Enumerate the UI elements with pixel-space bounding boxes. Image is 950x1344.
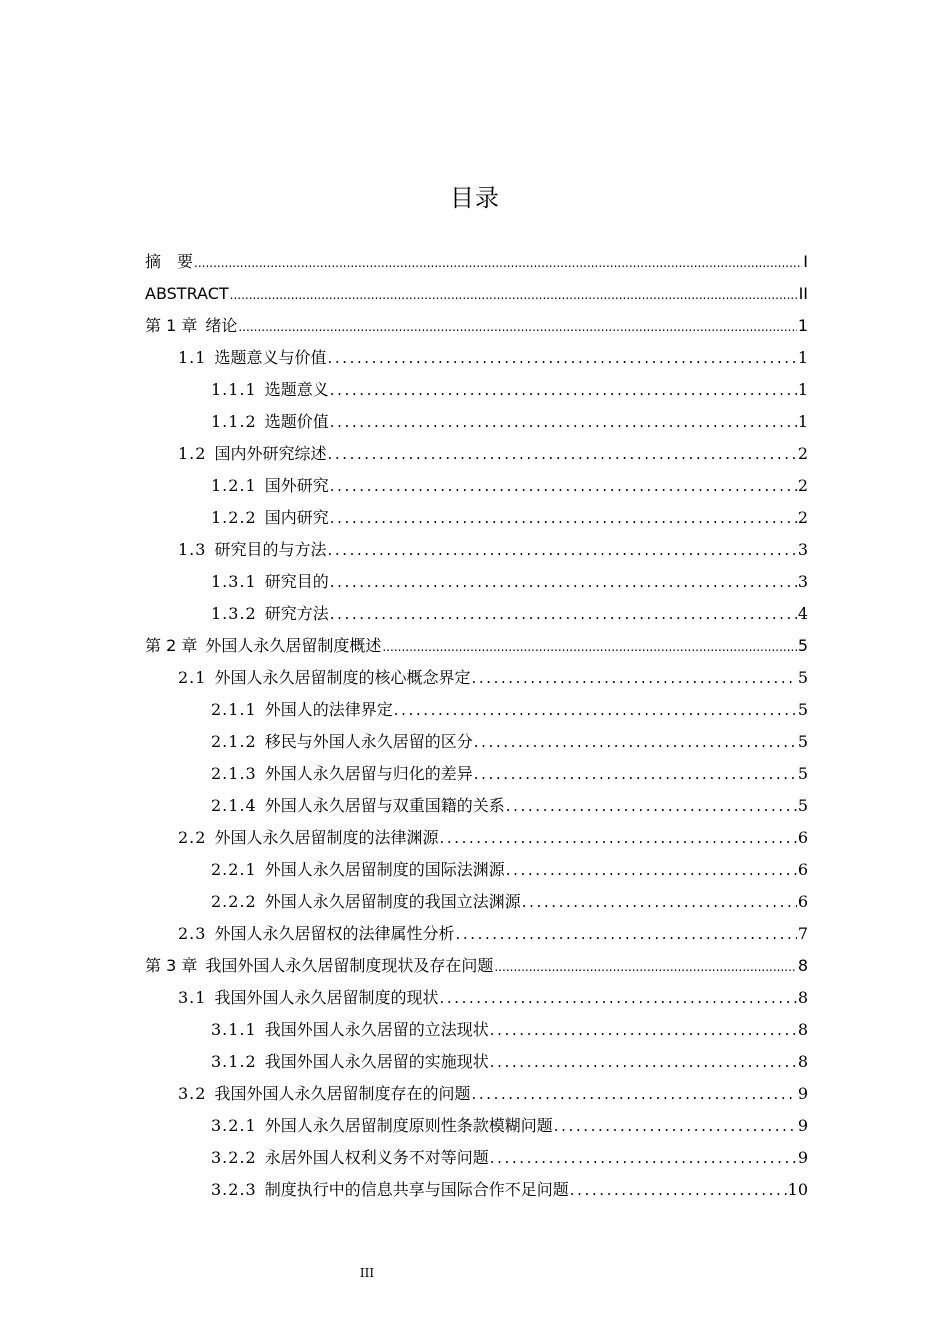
toc-entry-page: 5 (797, 668, 808, 687)
toc-entry-text: 我国外国人永久居留的立法现状 (264, 1020, 489, 1039)
toc-dot-leader (330, 408, 797, 436)
toc-entry-label (178, 824, 438, 852)
toc-entry-page: 6 (797, 828, 808, 847)
toc-dot-leader (382, 633, 796, 661)
toc-dot-leader (194, 249, 802, 277)
toc-entry-page: 10 (787, 1180, 808, 1199)
toc-entry-text: 研究目的与方法 (214, 540, 327, 559)
toc-dot-leader (474, 728, 797, 756)
toc-entry-label (211, 504, 329, 532)
toc-entry-label (211, 600, 329, 628)
toc-entry-level-2[interactable] (211, 728, 808, 756)
toc-dot-leader (439, 824, 796, 852)
toc-entry-page: 8 (797, 956, 808, 975)
toc-dot-leader (330, 376, 797, 404)
toc-entry-level-1[interactable] (178, 344, 808, 372)
toc-entry-number: 1.1.2 (211, 412, 257, 431)
toc-entry-level-1[interactable] (178, 536, 808, 564)
toc-entry-page: 1 (797, 412, 808, 431)
toc-entry-label (211, 792, 505, 820)
toc-entry-label (211, 376, 329, 404)
toc-entry-page: 5 (797, 636, 808, 655)
toc-entry-number: 第 2 章 (145, 636, 198, 655)
toc-entry-level-2[interactable] (211, 1048, 808, 1076)
toc-entry-page: 7 (797, 924, 808, 943)
toc-entry-label (211, 1112, 553, 1140)
toc-entry-page: 5 (797, 700, 808, 719)
toc-dot-leader (494, 953, 796, 981)
toc-entry-page: 5 (797, 732, 808, 751)
toc-entry-label (178, 1080, 470, 1108)
toc-entry-number: 1.3.1 (211, 572, 257, 591)
toc-entry-level-0[interactable] (145, 312, 808, 340)
toc-entry-number: 3.1 (178, 988, 207, 1007)
toc-entry-page: 1 (797, 316, 808, 335)
toc-dot-leader (554, 1112, 797, 1140)
toc-entry-page: 6 (797, 892, 808, 911)
toc-entry-text: 我国外国人永久居留制度现状及存在问题 (205, 956, 494, 975)
page-title: 目录 (450, 184, 500, 212)
toc-entry-page: 9 (797, 1148, 808, 1167)
toc-entry-text: 外国人的法律界定 (264, 700, 393, 719)
toc-entry-level-0[interactable] (145, 280, 808, 308)
toc-entry-page: 9 (797, 1116, 808, 1135)
toc-entry-label (145, 632, 381, 660)
toc-entry-number: 3.1.1 (211, 1020, 257, 1039)
toc-entry-page: 9 (797, 1084, 808, 1103)
toc-entry-level-1[interactable] (178, 920, 808, 948)
toc-entry-page: 2 (797, 508, 808, 527)
toc-entry-label (178, 440, 326, 468)
toc-entry-level-2[interactable] (211, 760, 808, 788)
toc-entry-page: 1 (797, 380, 808, 399)
toc-entry-number: 2.3 (178, 924, 207, 943)
toc-entry-text: 绪论 (205, 316, 238, 335)
toc-entry-level-2[interactable] (211, 1112, 808, 1140)
toc-entry-text: 永居外国人权利义务不对等问题 (264, 1148, 489, 1167)
toc-entry-label (211, 696, 393, 724)
toc-entry-text: 国内研究 (264, 508, 329, 527)
toc-entry-number: 3.2.3 (211, 1180, 257, 1199)
toc-entry-number: 1.3 (178, 540, 207, 559)
toc-entry-number: 2.1.1 (211, 700, 257, 719)
toc-entry-label (145, 952, 493, 980)
toc-entry-text: 国外研究 (264, 476, 329, 495)
toc-entry-level-2[interactable] (211, 1016, 808, 1044)
toc-entry-number: 第 3 章 (145, 956, 198, 975)
toc-entry-number: 2.2.1 (211, 860, 257, 879)
toc-dot-leader (238, 313, 796, 341)
toc-entry-page: 3 (797, 540, 808, 559)
toc-entry-label (211, 760, 473, 788)
toc-entry-label (211, 472, 329, 500)
toc-entry-text: 外国人永久居留权的法律属性分析 (214, 924, 455, 943)
toc-entry-label (211, 1144, 489, 1172)
toc-entry-level-1[interactable] (178, 1080, 808, 1108)
toc-entry-page: 8 (797, 1052, 808, 1071)
toc-dot-leader (474, 760, 797, 788)
toc-entry-level-1[interactable] (178, 984, 808, 1012)
toc-entry-number: 1.2.1 (211, 476, 257, 495)
page-number: III (359, 1266, 375, 1280)
toc-entry-page: 5 (797, 764, 808, 783)
toc-entry-page: 1 (797, 348, 808, 367)
toc-entry-text: 外国人永久居留与归化的差异 (264, 764, 473, 783)
toc-entry-text: 外国人永久居留制度的国际法渊源 (264, 860, 505, 879)
toc-entry-label (178, 344, 326, 372)
toc-entry-page: 2 (797, 476, 808, 495)
toc-entry-level-0[interactable] (145, 248, 808, 276)
toc-entry-page: 5 (797, 796, 808, 815)
toc-entry-page: II (798, 284, 808, 303)
toc-entry-number: 2.1.2 (211, 732, 257, 751)
toc-entry-level-2[interactable] (211, 408, 808, 436)
toc-dot-leader (490, 1048, 797, 1076)
toc-dot-leader (439, 984, 796, 1012)
toc-entry-label (178, 536, 326, 564)
toc-entry-level-0[interactable] (145, 952, 808, 980)
toc-dot-leader (522, 888, 797, 916)
toc-entry-level-1[interactable] (178, 824, 808, 852)
toc-entry-level-2[interactable] (211, 696, 808, 724)
toc-entry-level-1[interactable] (178, 440, 808, 468)
toc-entry-page: I (803, 252, 808, 271)
toc-entry-number: 3.2.1 (211, 1116, 257, 1135)
toc-entry-level-2[interactable] (211, 888, 808, 916)
toc-entry-page: 6 (797, 860, 808, 879)
toc-entry-text: 外国人永久居留制度的法律渊源 (214, 828, 439, 847)
toc-entry-label (211, 1048, 489, 1076)
toc-entry-text: ABSTRACT (145, 284, 229, 303)
toc-entry-page: 2 (797, 444, 808, 463)
page-footer (0, 1264, 950, 1282)
toc-entry-text: 我国外国人永久居留制度存在的问题 (214, 1084, 471, 1103)
toc-dot-leader (327, 536, 796, 564)
toc-entry-page: 3 (797, 572, 808, 591)
toc-dot-leader (455, 920, 796, 948)
toc-entry-text: 移民与外国人永久居留的区分 (264, 732, 473, 751)
toc-entry-number: 2.1 (178, 668, 207, 687)
toc-entry-level-0[interactable] (145, 632, 808, 660)
toc-entry-level-2[interactable] (211, 600, 808, 628)
toc-entry-text: 选题意义与价值 (214, 348, 327, 367)
toc-entry-number: 1.1.1 (211, 380, 257, 399)
toc-entry-level-2[interactable] (211, 376, 808, 404)
toc-dot-leader (490, 1144, 797, 1172)
toc-entry-level-2[interactable] (211, 1176, 808, 1204)
toc-entry-label (211, 568, 329, 596)
toc-entry-level-2[interactable] (211, 472, 808, 500)
toc-entry-text: 制度执行中的信息共享与国际合作不足问题 (264, 1180, 569, 1199)
toc-entry-level-2[interactable] (211, 504, 808, 532)
toc-dot-leader (230, 281, 798, 309)
toc-entry-number: 2.2.2 (211, 892, 257, 911)
toc-dot-leader (330, 568, 797, 596)
toc-dot-leader (471, 1080, 796, 1108)
toc-entry-number: 3.2 (178, 1084, 207, 1103)
toc-entry-number: 3.2.2 (211, 1148, 257, 1167)
toc-entry-label (211, 856, 505, 884)
toc-entry-text: 外国人永久居留制度的我国立法渊源 (264, 892, 521, 911)
toc-entry-text: 外国人永久居留制度概述 (205, 636, 382, 655)
toc-entry-text: 外国人永久居留制度的核心概念界定 (214, 668, 471, 687)
toc-dot-leader (330, 504, 797, 532)
toc-entry-number: 1.1 (178, 348, 207, 367)
toc-entry-text: 选题价值 (264, 412, 329, 431)
toc-dot-leader (570, 1176, 787, 1204)
toc-entry-label (211, 408, 329, 436)
toc-entry-label (145, 280, 229, 308)
toc-dot-leader (490, 1016, 797, 1044)
toc-entry-level-2[interactable] (211, 856, 808, 884)
toc-entry-label (211, 1176, 569, 1204)
toc-entry-text: 国内外研究综述 (214, 444, 327, 463)
toc-entry-page: 4 (797, 604, 808, 623)
toc-entry-text: 外国人永久居留与双重国籍的关系 (264, 796, 505, 815)
toc-entry-number: 1.3.2 (211, 604, 257, 623)
toc-entry-number: 第 1 章 (145, 316, 198, 335)
toc-dot-leader (506, 792, 797, 820)
toc-entry-page: 8 (797, 988, 808, 1007)
toc-entry-label (211, 888, 521, 916)
toc-entry-text: 我国外国人永久居留的实施现状 (264, 1052, 489, 1071)
toc-entry-number: 3.1.2 (211, 1052, 257, 1071)
toc-entry-level-1[interactable] (178, 664, 808, 692)
toc-entry-text: 摘 要 (145, 252, 194, 271)
toc-entry-number: 2.1.3 (211, 764, 257, 783)
toc-entry-number: 1.2.2 (211, 508, 257, 527)
toc-entry-level-2[interactable] (211, 792, 808, 820)
toc-entry-level-2[interactable] (211, 1144, 808, 1172)
toc-entry-text: 我国外国人永久居留制度的现状 (214, 988, 439, 1007)
toc-entry-label (178, 984, 438, 1012)
toc-entry-label (145, 312, 237, 340)
toc-entry-number: 2.2 (178, 828, 207, 847)
toc-entry-label (211, 728, 473, 756)
toc-dot-leader (327, 344, 796, 372)
toc-entry-page: 8 (797, 1020, 808, 1039)
toc-dot-leader (327, 440, 796, 468)
toc-entry-label (178, 664, 470, 692)
toc-entry-label (178, 920, 454, 948)
toc-entry-label (145, 248, 193, 276)
toc-dot-leader (506, 856, 797, 884)
toc-entry-text: 研究方法 (264, 604, 329, 623)
toc-entry-label (211, 1016, 489, 1044)
toc-entry-number: 1.2 (178, 444, 207, 463)
toc-dot-leader (330, 472, 797, 500)
toc-entry-text: 外国人永久居留制度原则性条款模糊问题 (264, 1116, 553, 1135)
toc-entry-number: 2.1.4 (211, 796, 257, 815)
toc-entry-level-2[interactable] (211, 568, 808, 596)
toc-dot-leader (330, 600, 797, 628)
toc-dot-leader (394, 696, 797, 724)
toc-entry-text: 研究目的 (264, 572, 329, 591)
toc-dot-leader (471, 664, 796, 692)
toc-entry-text: 选题意义 (264, 380, 329, 399)
